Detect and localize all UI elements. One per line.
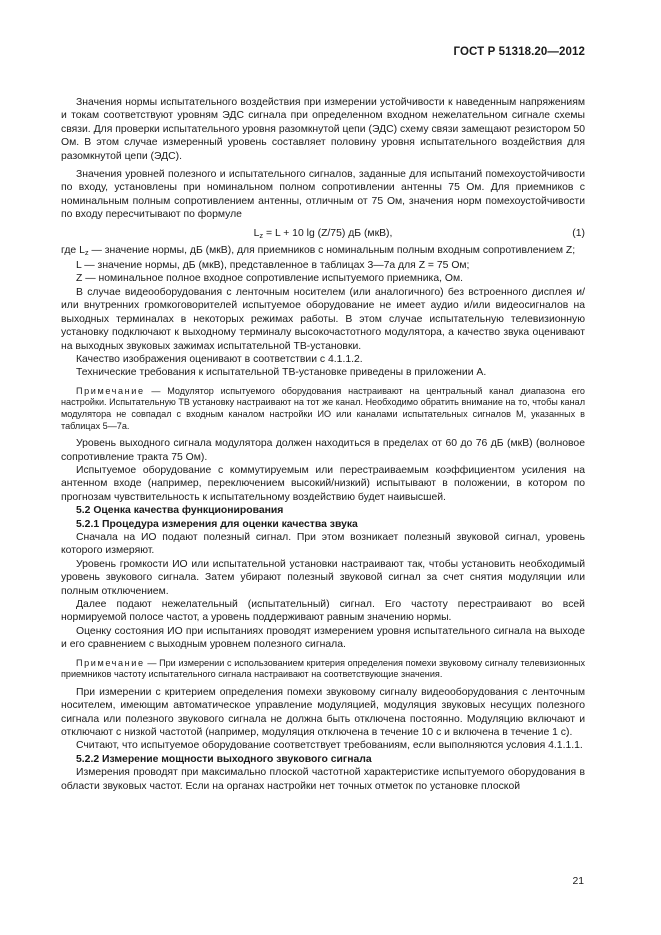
paragraph: Значения нормы испытательного воздействия при измерении устойчивости к наведенным напряжениям и токам соответствуют уровням ЭДС сигнала при определенном входном нежелательном сигнале схемы связи. Для проверки испытательного уровня разомкнутой цепи (ЭДС) схему связи замещают резистором 50 Ом. В этом случае измеренный уровень составляет половину уровня испытательного воздействия для разомкнутой цепи (ЭДС). <box>61 97 585 162</box>
paragraph: Уровень громкости ИО или испытательной установки настраивают так, чтобы установить необходимый уровень звукового сигнала. Затем убирают полезный звуковой сигнал за счет снятия модуляции или полным отключением. <box>61 558 585 597</box>
document-body <box>61 96 585 793</box>
page-number: 21 <box>572 876 584 887</box>
definition-symbol: $L_z$ <box>79 244 89 257</box>
formula <box>61 227 585 242</box>
paragraph: Уровень выходного сигнала модулятора должен находиться в пределах от 60 до 76 дБ (мкВ) (волновое сопротивление тракта 75 Ом). <box>61 438 585 463</box>
paragraph: Качество изображения оценивают в соответствии с 4.1.1.2. <box>76 353 363 365</box>
paragraph: Технические требования к испытательной ТВ-установке приведены в приложении А. <box>76 367 487 379</box>
note <box>61 658 585 681</box>
definition-where: где <box>61 244 77 256</box>
definition-text: — значение нормы, дБ (мкВ), для приемников с номинальным полным входным сопротивлением Z; <box>88 244 576 256</box>
paragraph: Сначала на ИО подают полезный сигнал. При этом возникает полезный звуковой сигнал, уровень которого измеряют. <box>61 531 585 557</box>
paragraph: Оценку состояния ИО при испытаниях проводят измерением уровня испытательного сигнала на выходе и его сравнением с выходным уровнем полезного сигнала. <box>61 625 585 651</box>
subsection-heading: 5.2.1 Процедура измерения для оценки качества звука <box>76 518 358 530</box>
formula-text: $L_z = L + 10$ lg (Z/75) дБ (мкВ), <box>253 227 393 240</box>
note <box>61 386 585 432</box>
paragraph: Измерения проводят при максимально плоской частотной характеристике испытуемого оборудования в области звуковых частот. Если на органах настройки нет точных отметок по установке плоской <box>61 767 585 792</box>
note-label: Примечание <box>76 657 145 668</box>
definition-l: L — значение нормы, дБ (мкВ), представленное в таблицах 3—7а для Z = 75 Ом; <box>76 260 470 272</box>
definition-z: Z — номинальное полное входное сопротивление испытуемого приемника, Ом. <box>76 273 463 285</box>
definition-lz <box>61 244 585 259</box>
paragraph: Далее подают нежелательный (испытательный) сигнал. Его частоту перестраивают во всей нормируемой полосе частот, а уровень поддерживают равным значению нормы. <box>61 598 585 624</box>
formula-number: (1) <box>572 227 585 239</box>
paragraph: Значения уровней полезного и испытательного сигналов, заданные для испытаний помехоустойчивости по входу, установлены при номинальном полном сопротивлении антенны 75 Ом. Для приемников с номинальным полным сопротивлением антенны, отличным от 75 Ом, значения норм помехоустойчивости по входу пересчитывают по формуле <box>61 169 585 221</box>
note-label: Примечание <box>76 385 145 396</box>
section-heading: 5.2 Оценка качества функционирования <box>76 505 284 517</box>
paragraph: Испытуемое оборудование с коммутируемым или перестраиваемым коэффициентом усиления на антенном входе (например, переключением высокий/низкий) испытывают в положении, в котором по прогнозам чувствительность к испытательному воздействию будет наивысшей. <box>61 464 585 503</box>
note-text: — Модулятор испытуемого оборудования настраивают на центральный канал диапазона его настройки. Испытательную ТВ установку настраивают на тот же канал. Необходимо обратить внимание на то, чтобы канал модулятора не совпадал с входным каналом настройки ИО или каналами испытательных сигналов М, указанных в таблицах 5—7а. <box>61 385 585 431</box>
document-header: ГОСТ Р 51318.20—2012 <box>453 46 585 58</box>
paragraph: При измерении с критерием определения помехи звуковому сигналу видеооборудования с ленточным носителем, имеющим автоматическое управление модуляцией, модуляция звуковых несущих полезного сигнала или полезного звукового сигнала не должна быть отключена постоянно. Модуляцию включают и отключают с низкой частотой (например, модуляция отключена в течение 10 с и включена в течение 1 с). <box>61 686 585 738</box>
paragraph: В случае видеооборудования с ленточным носителем (или аналогичного) без встроенного дисплея и/или внутренних громкоговорителей испытуемое оборудование не имеет аудио и/или видеосигналов на выходных терминалах в некоторых режимах работы. В этом случае испытательную телевизионную установку подключают к выходному терминалу высокочастотного модулятора, а качество звука оценивают на выходных звуковых зажимах испытательной ТВ-установки. <box>61 286 585 352</box>
note-text: — При измерении с использованием критерия определения помехи звуковому сигналу телевизионных приемников частоту испытательного сигнала настраивают на соответствующие значения. <box>61 657 585 680</box>
subsection-heading: 5.2.2 Измерение мощности выходного звукового сигнала <box>76 753 372 765</box>
paragraph: Считают, что испытуемое оборудование соответствует требованиям, если выполняются условия 4.1.1.1. <box>76 740 583 752</box>
